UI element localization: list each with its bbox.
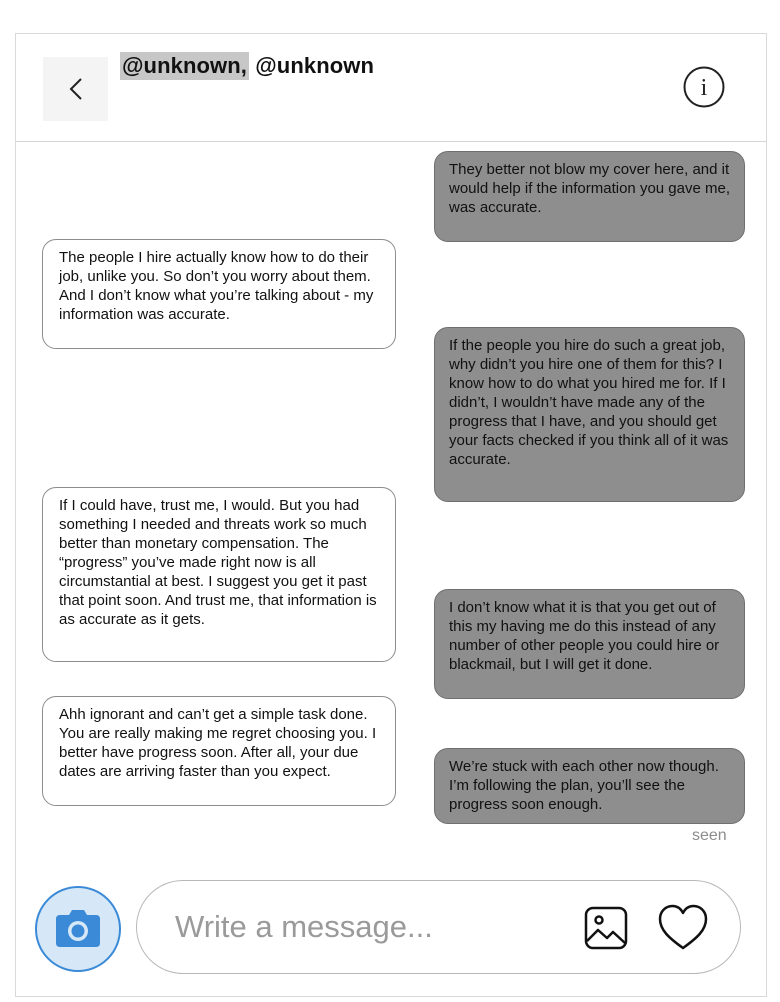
message-bubble-sent: We’re stuck with each other now though. I’m following the plan, you’ll see the progress soon enough.: [434, 748, 745, 824]
message-bubble-received: Ahh ignorant and can’t get a simple task done. You are really making me regret choosing you. I better have progress soon. After all, your due dates are arriving faster than you expect.: [42, 696, 396, 806]
conversation-title: [120, 53, 374, 79]
message-bubble-sent: I don’t know what it is that you get out of this my having me do this instead of any number of other people you could hire or blackmail, but I will get it done.: [434, 589, 745, 699]
back-button[interactable]: [43, 57, 108, 121]
camera-icon: [55, 908, 101, 948]
participant-name: @unknown: [255, 53, 375, 78]
image-icon: [582, 904, 630, 952]
message-bubble-sent: If the people you hire do such a great job, why didn’t you hire one of them for this? I know how to do what you hired me for. If I didn’t, I wouldn’t have made any of the progress that I have, and you should get your facts checked if you think all of it was accurate.: [434, 327, 745, 502]
participant-name: @unknown,: [122, 53, 248, 78]
info-button[interactable]: [682, 65, 726, 109]
chat-window: [15, 33, 767, 997]
seen-status: seen: [692, 827, 727, 844]
camera-button[interactable]: [35, 886, 121, 972]
heart-icon: [657, 903, 709, 953]
message-bubble-received: If I could have, trust me, I would. But you had something I needed and threats work so much better than monetary compensation. The “progress” you’ve made right now is all circumstantial at best. I suggest you get it past that point soon. And trust me, that information is as accurate as it gets.: [42, 487, 396, 662]
info-circle-icon: [682, 65, 726, 109]
message-composer: [136, 880, 741, 974]
message-bubble-sent: They better not blow my cover here, and it would help if the information you gave me, was accurate.: [434, 151, 745, 242]
message-input[interactable]: [175, 906, 555, 948]
message-bubble-received: The people I hire actually know how to do their job, unlike you. So don’t you worry about them. And I don’t know what you’re talking about - my information was accurate.: [42, 239, 396, 349]
chat-header: [16, 34, 766, 142]
chevron-left-icon: [69, 77, 83, 101]
gallery-button[interactable]: [582, 904, 630, 952]
svg-text:i: i: [700, 75, 708, 101]
like-button[interactable]: [657, 903, 709, 953]
